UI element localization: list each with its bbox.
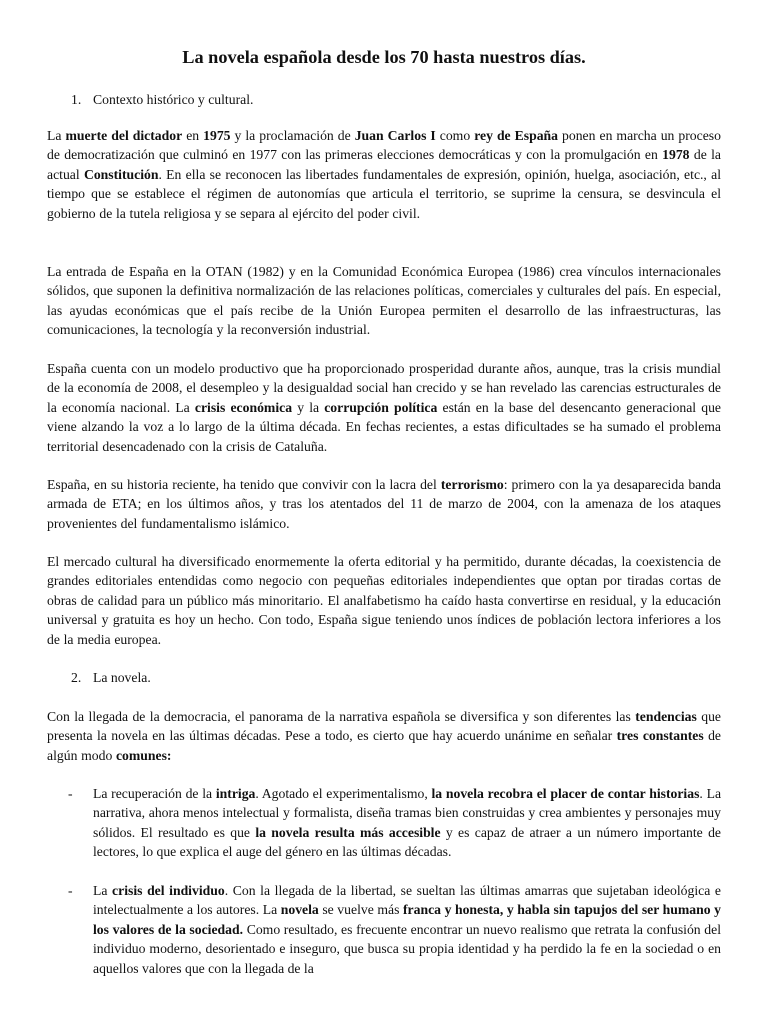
bold-text-run: comunes: bbox=[115, 747, 172, 763]
bold-text-run: crisis del individuo bbox=[112, 883, 225, 898]
list-item-text bbox=[93, 883, 721, 976]
text-run: España, en su historia reciente, ha tenido que convivir con la lacra del bbox=[47, 477, 441, 492]
bold-text-run: terrorismo bbox=[440, 477, 504, 492]
text-run: se vuelve más bbox=[318, 902, 403, 918]
text-run: están en la base del desencanto generacional que viene alzando la voz a lo largo de la última década. En fechas recientes, a estas dificultades se ha sumado el problema territorial desencadenado con la crisis de Cataluña. bbox=[47, 399, 721, 454]
text-run: y la proclamación de bbox=[230, 128, 355, 143]
text-run: Como resultado, es frecuente encontrar un nuevo realismo que retrata la confusión del individuo moderno, desorientado e inseguro, que busca su propia identidad y ha perdido la fe en la sociedad o en aquellos valores que con la llegada de la bbox=[93, 921, 721, 976]
section-heading-text: Contexto histórico y cultural. bbox=[93, 92, 254, 107]
text-run: . Agotado el experimentalismo, bbox=[255, 786, 432, 801]
text-run: España cuenta con un modelo productivo que ha proporcionado prosperidad durante años, aunque, tras la crisis mundial de la economía de 2008, el desempleo y la desigualdad social han crecido y se han revelado las carencias estructurales de la economía nacional. La bbox=[47, 361, 721, 415]
bold-text-run: 1975 bbox=[203, 128, 231, 143]
bold-text-run: 1978 bbox=[662, 147, 690, 163]
list-item-intriga bbox=[68, 784, 722, 862]
paragraph bbox=[47, 707, 721, 765]
list-item-crisis-individuo bbox=[68, 881, 722, 978]
list-item-text bbox=[93, 786, 721, 859]
text-run: . Con la llegada de la libertad, se sueltan las últimas amarras que sujetaban ideológica e intelectualmente a los autores. La bbox=[93, 883, 722, 918]
text-run: de algún modo bbox=[47, 728, 721, 763]
paragraph bbox=[47, 552, 721, 649]
bold-text-run: la novela recobra el placer de contar historias bbox=[431, 786, 700, 801]
text-run: La bbox=[93, 883, 113, 898]
paragraph bbox=[47, 262, 721, 340]
bold-text-run: crisis económica bbox=[194, 399, 293, 415]
bold-text-run: Juan Carlos I bbox=[354, 128, 436, 143]
section-heading-text: La novela. bbox=[93, 670, 151, 685]
text-run: en bbox=[182, 128, 204, 143]
bold-text-run: muerte del dictador bbox=[65, 128, 183, 143]
text-run: . La narrativa, ahora menos intelectual y formalista, diseña tramas bien construidas y crea ambientes y personajes muy sólidos. El resultado es que bbox=[93, 786, 722, 840]
text-run: La bbox=[47, 128, 66, 143]
bold-text-run: tres constantes bbox=[616, 728, 704, 744]
section-number: 1. bbox=[71, 92, 82, 107]
bold-text-run: Constitución bbox=[83, 166, 159, 182]
document-title: La novela española desde los 70 hasta nuestros días. bbox=[182, 47, 586, 67]
bold-text-run: rey de España bbox=[474, 128, 559, 143]
text-run: . En ella se reconocen las libertades fundamentales de expresión, opinión, huelga, asociación, etc., al tiempo que se establece el régimen de autonomías que articula el territorio, se suprime la censura, se desvincula el gobierno de la tutela religiosa y se separa al ejército del poder civil. bbox=[47, 166, 721, 221]
bold-text-run: la novela resulta más accesible bbox=[255, 824, 441, 840]
bold-text-run: corrupción política bbox=[324, 399, 438, 415]
bold-text-run: franca y honesta, y habla sin tapujos del ser humano y los valores de la sociedad. bbox=[93, 902, 721, 937]
bold-text-run: intriga bbox=[215, 786, 256, 801]
text-run: La entrada de España en la OTAN (1982) y en la Comunidad Económica Europea (1986) crea vínculos internacionales sólidos, que suponen la definitiva normalización de las relaciones políticas, comerciales y culturales del país. En especial, las ayudas económicas que el país recibe de la Unión Europea permiten el desarrollo de las infraestructuras, las comunicaciones, la tecnología y la reconversión industrial. bbox=[47, 264, 721, 338]
text-run: : primero con la ya desaparecida banda armada de ETA; en los últimos años, y tras los atentados del 11 de marzo de 2004, con la amenaza de los ataques provenientes del fundamentalismo islámico. bbox=[47, 477, 722, 531]
paragraph bbox=[47, 359, 721, 456]
text-run: que presenta la novela en las últimas décadas. Pese a todo, es cierto que hay acuerdo unánime en señalar bbox=[47, 709, 721, 744]
text-run: La recuperación de la bbox=[93, 786, 216, 801]
text-run: El mercado cultural ha diversificado enormemente la oferta editorial y ha permitido, durante décadas, la coexistencia de grandes editoriales entendidas como negocio con pequeñas editoriales independientes que optan por tiradas cortas de obras de calidad para un público más minoritario. El analfabetismo ha caído hasta convertirse en residual, y la educación universal y gratuita es hoy un hecho. Con todo, España sigue teniendo unos índices de población lectora inferiores a los de la media europea. bbox=[47, 554, 721, 647]
text-run: ponen en marcha un proceso de democratización que culminó en 1977 con las primeras elecciones democráticas y con la promulgación en bbox=[47, 128, 721, 163]
text-run: y es capaz de atraer a un número importante de lectores, lo que explica el auge del género en las últimas décadas. bbox=[93, 824, 721, 860]
section-heading-contexto bbox=[71, 90, 253, 109]
text-run: Con la llegada de la democracia, el panorama de la narrativa española se diversifica y son diferentes las bbox=[47, 709, 636, 724]
paragraph bbox=[47, 126, 721, 223]
bold-text-run: novela bbox=[280, 902, 319, 918]
bullet-dash: - bbox=[68, 883, 73, 898]
text-run: y la bbox=[292, 399, 325, 415]
paragraph bbox=[47, 475, 721, 533]
text-run: de la actual bbox=[47, 147, 721, 182]
text-run: como bbox=[435, 128, 475, 143]
bullet-dash: - bbox=[68, 786, 73, 801]
section-heading-novela bbox=[71, 668, 151, 687]
bold-text-run: tendencias bbox=[635, 709, 697, 724]
section-number: 2. bbox=[71, 670, 82, 685]
